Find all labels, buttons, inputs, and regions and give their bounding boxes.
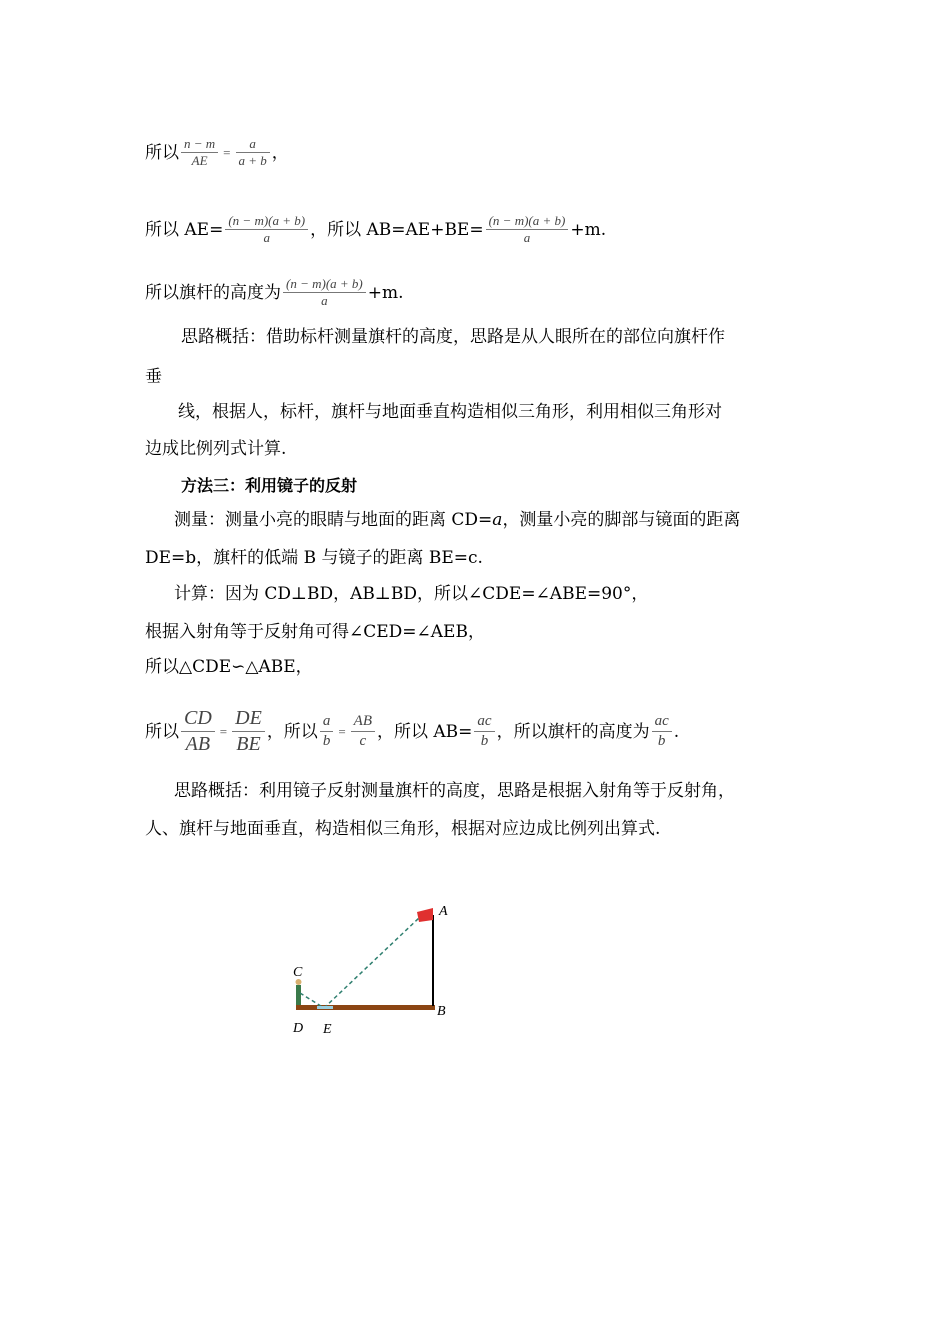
denominator: c — [359, 733, 367, 749]
label-a: A — [439, 904, 448, 919]
fraction — [236, 136, 270, 170]
paragraph-line: 所以△CDE∽△ABE， — [145, 657, 313, 677]
mirror-icon — [317, 1006, 333, 1009]
denominator: AE — [191, 153, 208, 169]
fraction — [181, 136, 218, 170]
text: 所以 — [145, 721, 179, 742]
formula-line-3 — [145, 276, 404, 310]
fraction — [486, 213, 569, 247]
numerator: ac — [477, 713, 492, 730]
text: 所以 AE= — [145, 219, 224, 240]
text: ，所以 AB=AE+BE= — [310, 219, 484, 240]
numerator: ac — [654, 713, 669, 730]
denominator: b — [657, 733, 666, 749]
denominator: BE — [236, 733, 261, 755]
text: ，所以 AB= — [376, 721, 473, 742]
denominator: AB — [185, 733, 211, 755]
label-d: D — [293, 1021, 304, 1036]
formula-line-1 — [145, 136, 289, 170]
denominator: a + b — [238, 153, 267, 169]
denominator: b — [480, 733, 489, 749]
numerator: a — [249, 136, 256, 151]
numerator: DE — [235, 707, 262, 729]
paragraph-line: 边成比例列式计算. — [145, 439, 287, 459]
paragraph-line — [174, 508, 740, 532]
formula-line-2 — [145, 213, 606, 247]
text: 所以旗杆的高度为 — [145, 282, 281, 303]
equals-sign: = — [338, 723, 346, 739]
fraction — [232, 706, 265, 757]
ground-line — [296, 1005, 435, 1010]
paragraph-line: 根据入射角等于反射角可得∠CED=∠AEB， — [145, 622, 485, 642]
mirror-reflection-diagram — [280, 890, 460, 1040]
numerator: (n − m)(a + b) — [228, 213, 306, 228]
fraction — [225, 213, 308, 247]
denominator: a — [321, 293, 328, 309]
text: ，所以旗杆的高度为 — [496, 721, 650, 742]
label-b: B — [437, 1004, 446, 1019]
label-e: E — [323, 1022, 332, 1037]
numerator: AB — [353, 713, 372, 730]
fraction — [351, 712, 375, 751]
paragraph-line: 线，根据人，标杆，旗杆与地面垂直构造相似三角形，利用相似三角形对 — [178, 402, 722, 422]
text: ，测量小亮的脚部与镜面的距离 — [502, 510, 741, 530]
numerator: (n − m)(a + b) — [488, 213, 566, 228]
equals-sign: = — [223, 144, 231, 160]
equals-sign: = — [219, 723, 228, 739]
text: +m. — [570, 219, 607, 240]
paragraph-line: 思路概括：借助标杆测量旗杆的高度，思路是从人眼所在的部位向旗杆作 — [181, 327, 725, 347]
variable: a — [492, 510, 503, 530]
paragraph-line: 人、旗杆与地面垂直，构造相似三角形，根据对应边成比例列出算式. — [145, 819, 661, 839]
flag-icon — [417, 908, 433, 922]
numerator: a — [322, 713, 331, 730]
fraction — [181, 706, 215, 757]
text: ， — [271, 142, 289, 163]
denominator: b — [322, 733, 331, 749]
text: . — [673, 721, 680, 742]
formula-line-final — [145, 706, 679, 757]
paragraph-line: 计算：因为 CD⊥BD，AB⊥BD，所以∠CDE=∠ABE=90°， — [174, 584, 649, 604]
text: ，所以 — [266, 721, 318, 742]
denominator: a — [263, 230, 270, 246]
numerator: n − m — [184, 136, 216, 151]
denominator: a — [523, 230, 531, 246]
paragraph-line: 垂 — [145, 367, 162, 387]
text: 测量：测量小亮的眼睛与地面的距离 CD= — [174, 510, 493, 530]
text: +m. — [367, 282, 404, 303]
numerator: CD — [184, 707, 212, 729]
person-icon — [296, 985, 301, 1005]
fraction — [320, 712, 334, 751]
paragraph-line: 思路概括：利用镜子反射测量旗杆的高度，思路是根据入射角等于反射角， — [174, 781, 735, 801]
section-heading: 方法三：利用镜子的反射 — [181, 476, 358, 495]
fraction — [652, 712, 672, 751]
fraction — [474, 712, 494, 751]
paragraph-line: DE=b，旗杆的低端 B 与镜子的距离 BE=c. — [145, 548, 483, 568]
numerator: (n − m)(a + b) — [286, 276, 363, 291]
reflected-ray — [324, 917, 420, 1008]
text: 所以 — [145, 142, 179, 163]
fraction — [283, 276, 366, 310]
label-c: C — [293, 965, 303, 980]
